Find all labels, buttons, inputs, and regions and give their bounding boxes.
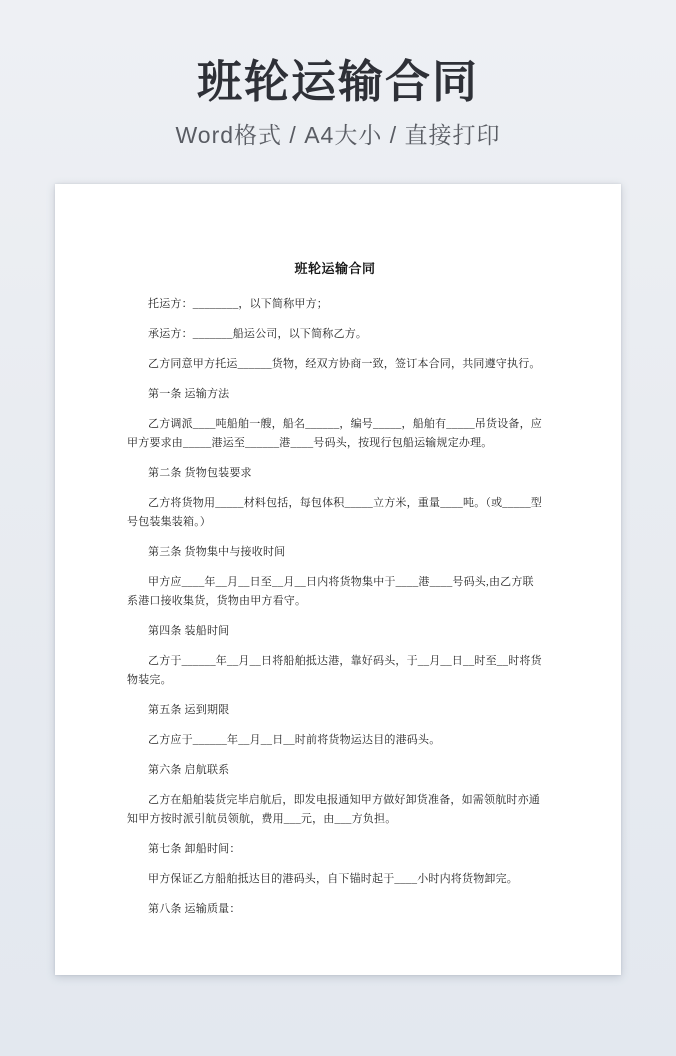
- clause-1-body: 乙方调派____吨船舶一艘，船名______，编号_____，船舶有_____吊货设备，应甲方要求由_____港运至______港____号码头，按现行包船运输规定办理。: [127, 417, 542, 449]
- contract-preamble: 乙方同意甲方托运______货物，经双方协商一致，签订本合同，共同遵守执行。: [148, 357, 541, 370]
- clause-7-body: 甲方保证乙方船舶抵达目的港码头，自下锚时起于____小时内将货物卸完。: [148, 872, 518, 885]
- clause-8-heading: 第八条 运输质量：: [148, 902, 241, 915]
- clause-5-heading: 第五条 运到期限: [148, 703, 230, 716]
- clause-2-body: 乙方将货物用_____材料包括，每包体积_____立方米，重量____吨。（或_____型号包装集装箱。）: [127, 496, 542, 528]
- clause-4-heading: 第四条 装船时间: [148, 624, 230, 637]
- page-header: [0, 0, 676, 150]
- document-body: [127, 295, 543, 919]
- document-sheet: [55, 184, 621, 975]
- clause-7-heading: 第七条 卸船时间：: [148, 842, 241, 855]
- clause-6-heading: 第六条 启航联系: [148, 763, 230, 776]
- clause-4-body: 乙方于______年__月__日将船舶抵达港，靠好码头，于__月__日__时至__时将货物装完。: [127, 654, 542, 686]
- clause-5-body: 乙方应于______年__月__日__时前将货物运达目的港码头。: [148, 733, 441, 746]
- contract-party-shipper: 托运方：________，以下简称甲方；: [148, 297, 328, 310]
- clause-2-heading: 第二条 货物包装要求: [148, 466, 252, 479]
- clause-1-heading: 第一条 运输方法: [148, 387, 230, 400]
- page-subtitle: Word格式 / A4大小 / 直接打印: [175, 121, 501, 148]
- document-title: 班轮运输合同: [294, 260, 376, 276]
- clause-6-body: 乙方在船舶装货完毕启航后，即发电报通知甲方做好卸货准备，如需领航时亦通知甲方按时派引航员领航，费用___元，由___方负担。: [127, 793, 540, 825]
- clause-3-body: 甲方应____年__月__日至__月__日内将货物集中于____港____号码头,由乙方联系港口接收集货，货物由甲方看守。: [127, 575, 534, 607]
- clause-3-heading: 第三条 货物集中与接收时间: [148, 545, 286, 558]
- contract-party-carrier: 承运方：_______船运公司，以下简称乙方。: [148, 327, 368, 340]
- page-title: 班轮运输合同: [196, 56, 479, 107]
